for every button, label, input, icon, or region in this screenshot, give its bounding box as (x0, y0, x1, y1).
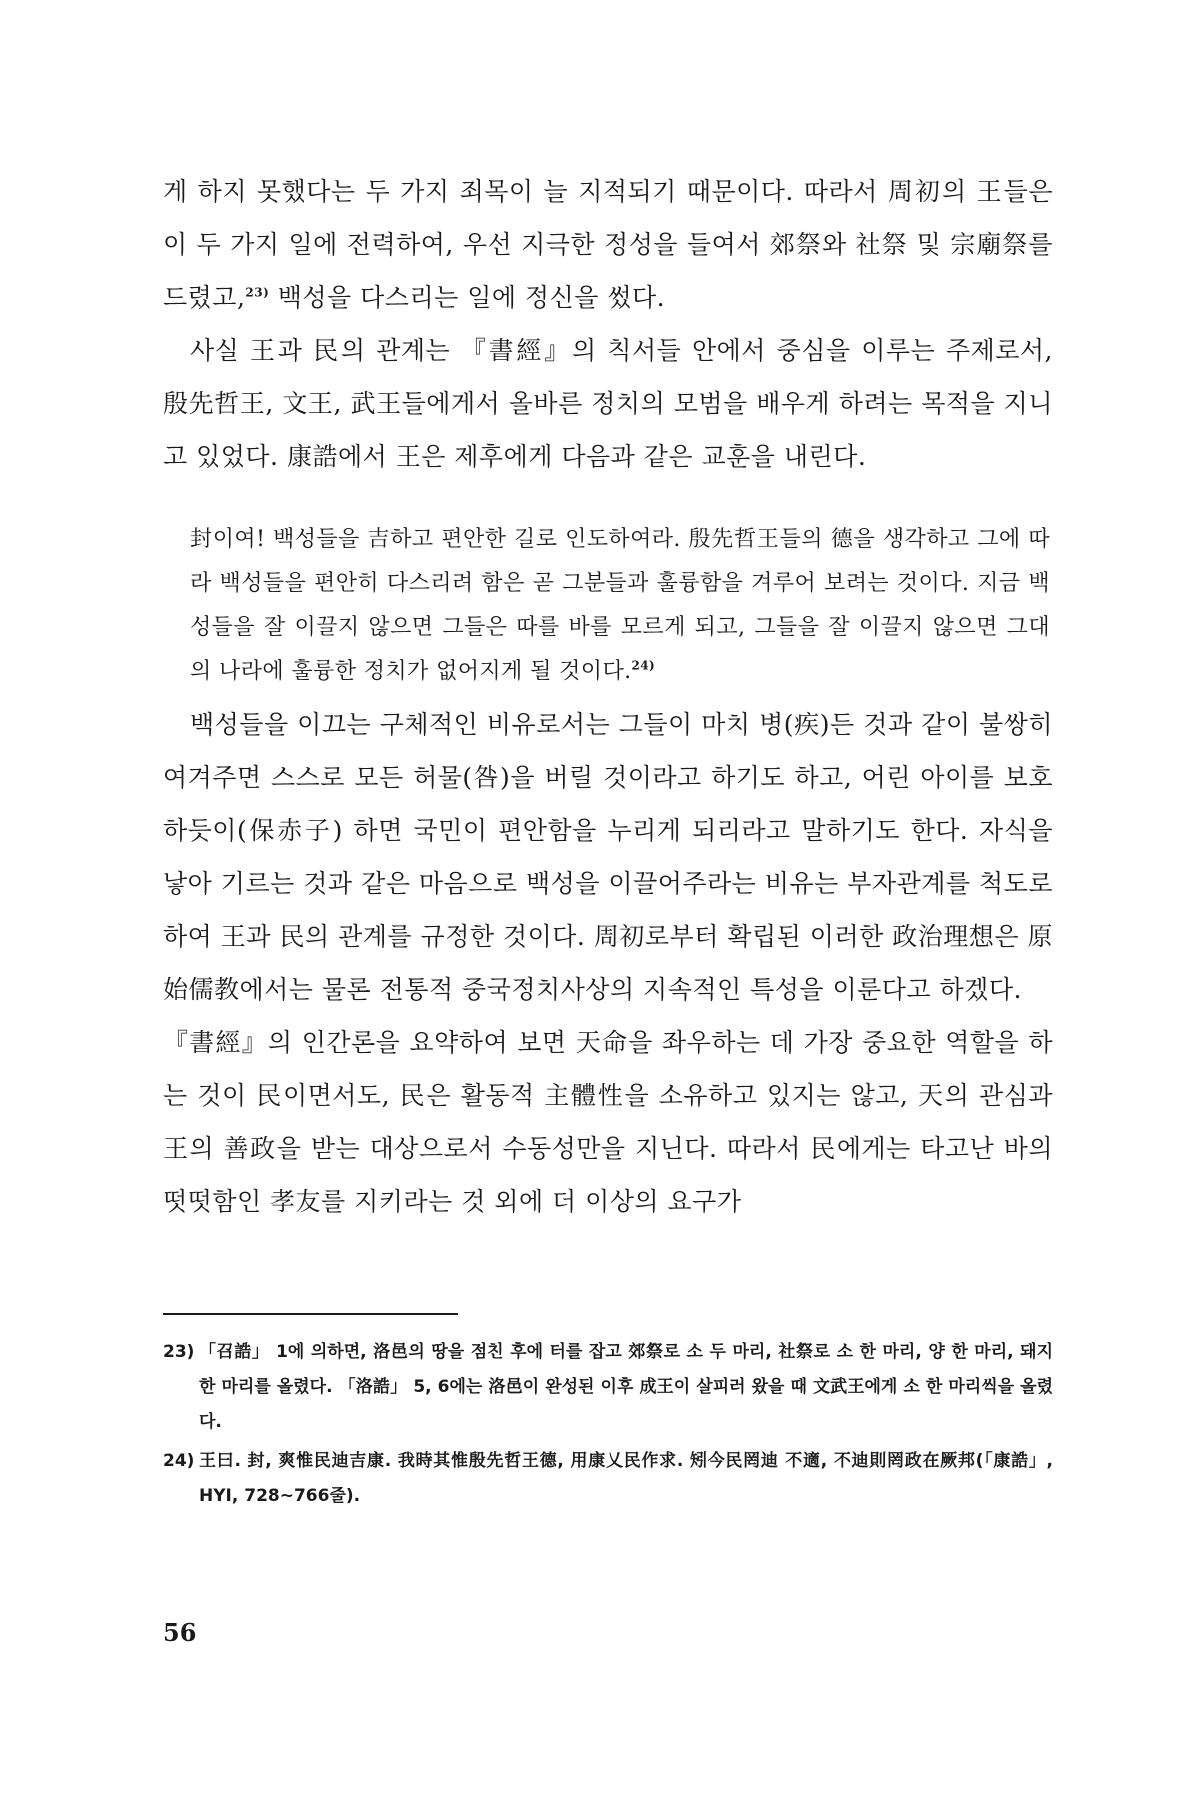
footnote-number: 24) (163, 1451, 195, 1471)
footnote-divider (163, 1313, 458, 1315)
paragraph-1-text: 게 하지 못했다는 두 가지 죄목이 늘 지적되기 때문이다. 따라서 周初의 王들은 이 두 가지 일에 전력하여, 우선 지극한 정성을 들여서 郊祭와 社祭 및 宗廟祭를 드렸고, (163, 177, 1053, 312)
footnote-ref-24[interactable]: 24) (631, 658, 656, 673)
quote-text: 封이여! 백성들을 吉하고 편안한 길로 인도하여라. 殷先哲王들의 德을 생각하고 그에 따라 백성들을 편안히 다스리려 함은 곧 그분들과 훌륭함을 겨루어 보려는 것이다. 지금 백성들을 잘 이끌지 않으면 그들은 따를 바를 모르게 되고, 그들을 잘 이끌지 않으면 그대의 나라에 훌륭한 정치가 없어지게 될 것이다. (190, 527, 1050, 684)
paragraph-1-tail: 백성을 다스리는 일에 정신을 썼다. (269, 283, 666, 312)
paragraph-3: 백성들을 이끄는 구체적인 비유로서는 그들이 마치 병(疾)든 것과 같이 불쌍히 여겨주면 스스로 모든 허물(咎)을 버릴 것이라고 하기도 하고, 어린 아이를 보호하듯이(保赤子) 하면 국민이 편안함을 누리게 되리라고 말하기도 한다. 자식을 낳아 기르는 것과 같은 마음으로 백성을 이끌어주라는 비유는 부자관계를 척도로 하여 王과 民의 관계를 규정한 것이다. 周初로부터 확립된 이러한 政治理想은 原始儒教에서는 물론 전통적 중국정치사상의 지속적인 특성을 이룬다고 하겠다. (163, 710, 1053, 1004)
footnote-24 (163, 1444, 1053, 1514)
page-number: 56 (163, 1618, 197, 1647)
footnote-text: 「召誥」 1에 의하면, 洛邑의 땅을 점친 후에 터를 잡고 郊祭로 소 두 마리, 社祭로 소 한 마리, 양 한 마리, 돼지 한 마리를 올렸다. 「洛誥」 5, 6에는 洛邑이 완성된 이후 成王이 살피러 왔을 때 文武王에게 소 한 마리씩을 올렸다. (199, 1342, 1053, 1432)
quote-paragraph (190, 518, 1050, 694)
paragraph-4: 『書經』의 인간론을 요약하여 보면 天命을 좌우하는 데 가장 중요한 역할을 하는 것이 民이면서도, 民은 활동적 主體性을 소유하고 있지는 않고, 天의 관심과 王의 善政을 받는 대상으로서 수동성만을 지닌다. 따라서 民에게는 타고난 바의 떳떳함인 孝友를 지키라는 것 외에 더 이상의 요구가 (163, 1028, 1053, 1216)
body-text-bottom (163, 698, 1053, 1228)
footnote-text: 王曰. 封, 爽惟民迪吉康. 我時其惟殷先哲王德, 用康乂民作求. 矧今民罔迪 不適, 不迪則罔政在厥邦(「康誥」, HYI, 728~766줄). (199, 1451, 1053, 1506)
block-quote (190, 518, 1050, 694)
body-text-top (163, 165, 1053, 483)
footnote-number: 23) (163, 1342, 195, 1362)
paragraph-2: 사실 王과 民의 관계는 『書經』의 칙서들 안에서 중심을 이루는 주제로서, 殷先哲王, 文王, 武王들에게서 올바른 정치의 모범을 배우게 하려는 목적을 지니고 있었다. 康誥에서 王은 제후에게 다음과 같은 교훈을 내린다. (163, 336, 1053, 471)
paragraph-1 (163, 165, 1053, 324)
footnotes (163, 1335, 1053, 1518)
footnote-ref-23[interactable]: 23) (245, 285, 270, 300)
footnote-23 (163, 1335, 1053, 1440)
